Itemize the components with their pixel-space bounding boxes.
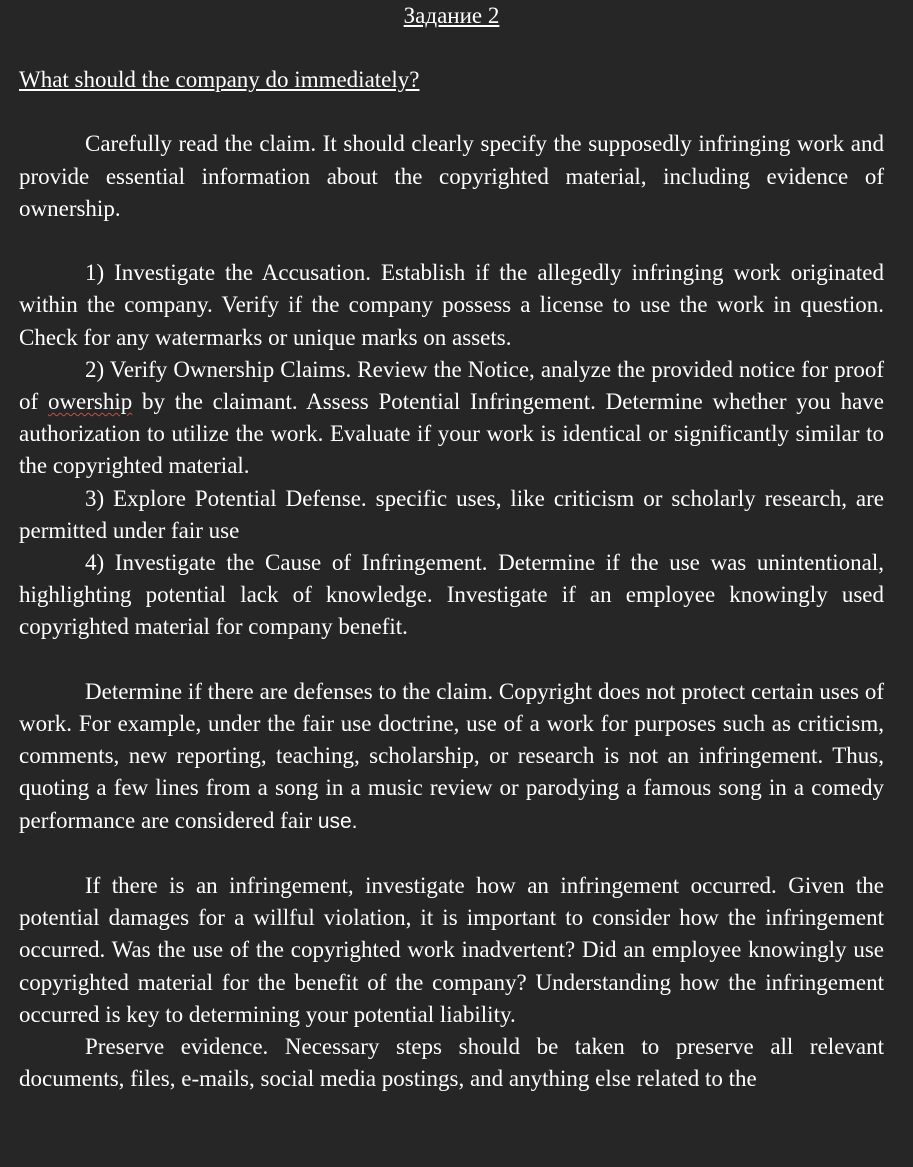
defenses-text: Determine if there are defenses to the claim. Copyright does not protect certain uses of work. For example, under the fair use doctrine, use of a work for purposes such as criticism, comments, new reporting, teaching, scholarship, or research is not an infringement. Thus, quoting a few lines from a song in a music review or parodying a famous song in a comedy performance are considered fair xyxy=(19,678,884,833)
spelling-error-word[interactable]: owership xyxy=(47,389,133,414)
step-4-paragraph: 4) Investigate the Cause of Infringement. Determine if the use was unintentional, highlighting potential lack of knowledge. Investigate if an employee knowingly used copyrighted material for company benefit. xyxy=(19,550,884,640)
preserve-paragraph: Preserve evidence. Necessary steps should be taken to preserve all relevant documents, files, e-mails, social media postings, and anything else related to the xyxy=(19,1034,884,1092)
step-2-text-start: 2) Verify Ownership Claims. Review the Notice, analyze the provided notice for proof of xyxy=(19,356,884,414)
document-page xyxy=(19,0,884,1095)
defenses-tail: use. xyxy=(317,809,358,833)
question-heading: What should the company do immediately? xyxy=(19,67,420,92)
intro-paragraph: Carefully read the claim. It should clearly specify the supposedly infringing work and provide essential information about the copyrighted material, including evidence of ownership. xyxy=(19,131,884,221)
step-2-text-end: by the claimant. Assess Potential Infringement. Determine whether you have authorization to utilize the work. Evaluate if your work is identical or significantly similar to the copyrighted material. xyxy=(19,389,884,479)
step-3-paragraph: 3) Explore Potential Defense. specific uses, like criticism or scholarly research, are permitted under fair use xyxy=(19,485,884,543)
step-2-paragraph xyxy=(19,354,884,483)
task-heading: Задание 2 xyxy=(403,3,500,28)
infringement-paragraph: If there is an infringement, investigate how an infringement occurred. Given the potential damages for a willful violation, it is important to consider how the infringement occurred. Was the use of the copyrighted work inadvertent? Did an employee knowingly use copyrighted material for the benefit of the company? Understanding how the infringement occurred is key to determining your potential liability. xyxy=(19,873,884,1027)
step-1-paragraph: 1) Investigate the Accusation. Establish if the allegedly infringing work originated within the company. Verify if the company possess a license to use the work in question. Check for any watermarks or unique marks on assets. xyxy=(19,260,884,350)
defenses-paragraph xyxy=(19,676,884,838)
